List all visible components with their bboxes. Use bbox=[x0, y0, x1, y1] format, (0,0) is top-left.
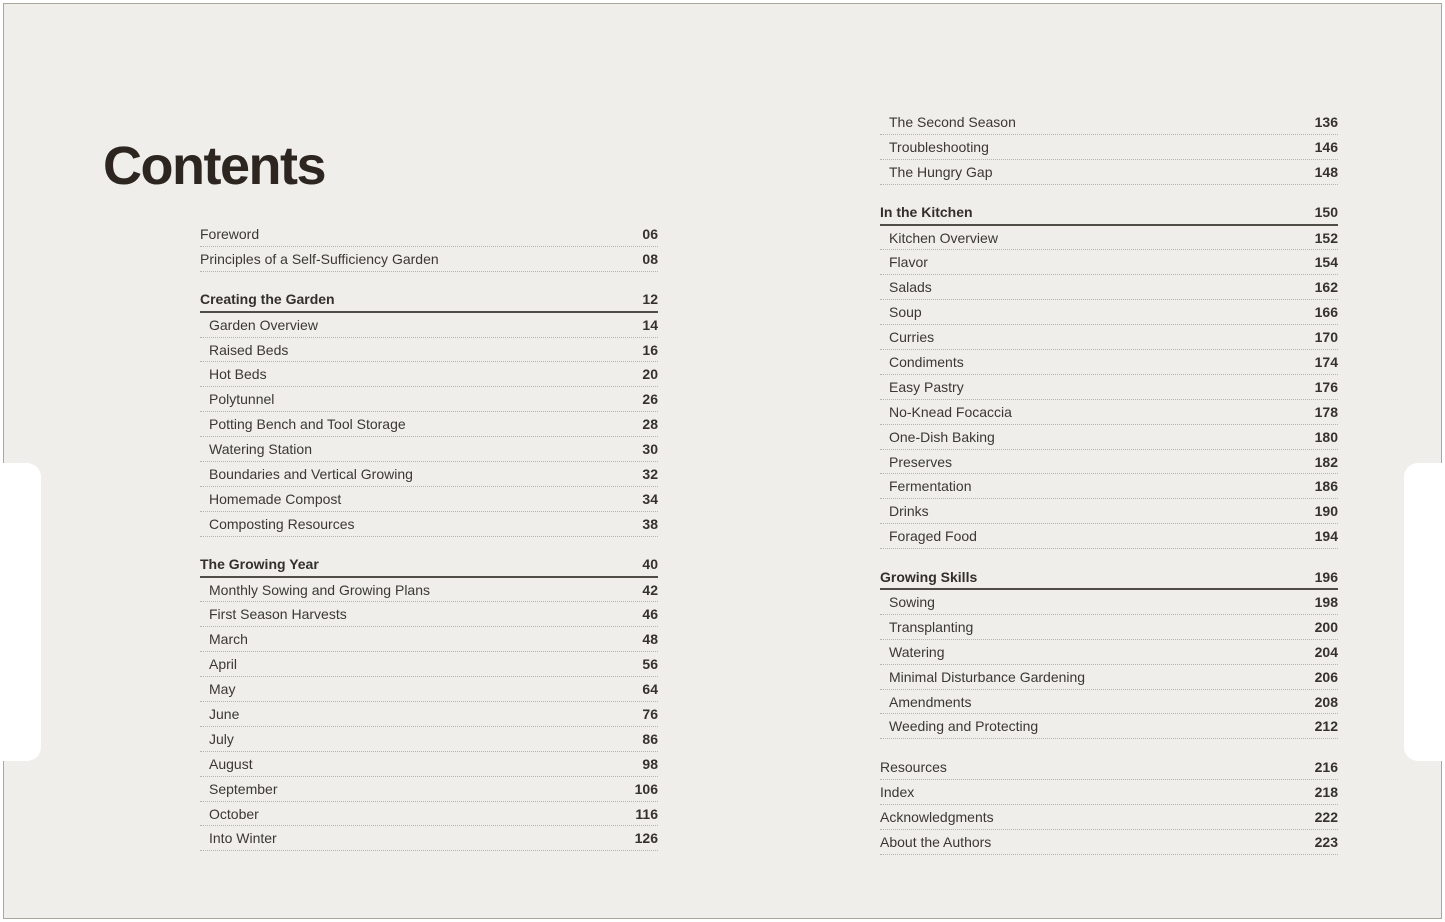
toc-entry-page-number: 198 bbox=[1314, 593, 1338, 610]
toc-entry-page-number: 162 bbox=[1314, 279, 1338, 296]
toc-entry[interactable] bbox=[200, 487, 658, 512]
toc-entry-label: April bbox=[209, 656, 238, 673]
toc-entry-label: Index bbox=[880, 784, 915, 801]
toc-entry-page-number: 06 bbox=[642, 225, 658, 242]
toc-entry-page-number: 216 bbox=[1314, 759, 1338, 776]
toc-entry[interactable] bbox=[880, 805, 1338, 830]
toc-entry[interactable] bbox=[880, 499, 1338, 524]
toc-entry-page-number: 208 bbox=[1314, 693, 1338, 710]
toc-entry-page-number: 174 bbox=[1314, 353, 1338, 370]
toc-entry-page-number: 223 bbox=[1314, 833, 1338, 850]
toc-entry[interactable] bbox=[880, 690, 1338, 715]
toc-entry-label: Boundaries and Vertical Growing bbox=[209, 465, 413, 482]
toc-entry-page-number: 204 bbox=[1314, 643, 1338, 660]
toc-entry-page-number: 148 bbox=[1314, 163, 1338, 180]
toc-entry[interactable] bbox=[880, 300, 1338, 325]
toc-entry-page-number: 64 bbox=[642, 681, 658, 698]
toc-entry-label: Transplanting bbox=[889, 618, 974, 635]
toc-entry[interactable] bbox=[200, 777, 658, 802]
toc-entry-page-number: 190 bbox=[1314, 503, 1338, 520]
toc-entry-page-number: 126 bbox=[634, 830, 658, 847]
toc-entry-label: Principles of a Self-Sufficiency Garden bbox=[200, 250, 439, 267]
toc-entry-label: About the Authors bbox=[880, 833, 992, 850]
toc-entry[interactable] bbox=[880, 450, 1338, 475]
toc-entry-label: Kitchen Overview bbox=[889, 229, 998, 246]
toc-entry[interactable] bbox=[880, 425, 1338, 450]
toc-entry-page-number: 150 bbox=[1314, 204, 1338, 221]
toc-entry[interactable] bbox=[200, 437, 658, 462]
toc-entry-label: Minimal Disturbance Gardening bbox=[889, 668, 1086, 685]
toc-entry-label: Monthly Sowing and Growing Plans bbox=[209, 581, 431, 598]
toc-entry[interactable] bbox=[200, 677, 658, 702]
left-page-turn-tab[interactable] bbox=[0, 463, 41, 761]
toc-entry[interactable] bbox=[200, 727, 658, 752]
toc-entry-page-number: 180 bbox=[1314, 428, 1338, 445]
toc-entry-label: Watering bbox=[889, 643, 945, 660]
toc-entry-label: Foreword bbox=[200, 225, 260, 242]
toc-entry-label: Salads bbox=[889, 279, 932, 296]
toc-entry[interactable] bbox=[200, 338, 658, 363]
toc-entry[interactable] bbox=[200, 702, 658, 727]
toc-column-left bbox=[200, 222, 658, 851]
toc-entry[interactable] bbox=[880, 400, 1338, 425]
toc-entry-label: Watering Station bbox=[209, 441, 312, 458]
toc-entry-page-number: 212 bbox=[1314, 718, 1338, 735]
toc-entry[interactable] bbox=[880, 275, 1338, 300]
toc-entry-label: Into Winter bbox=[209, 830, 277, 847]
toc-entry-label: Condiments bbox=[889, 353, 964, 370]
toc-entry[interactable] bbox=[880, 325, 1338, 350]
toc-entry-label: Flavor bbox=[889, 254, 928, 271]
toc-entry[interactable] bbox=[880, 350, 1338, 375]
toc-entry-page-number: 38 bbox=[642, 515, 658, 532]
toc-entry-page-number: 178 bbox=[1314, 403, 1338, 420]
toc-entry[interactable] bbox=[200, 512, 658, 537]
toc-entry-page-number: 08 bbox=[642, 250, 658, 267]
toc-entry-page-number: 200 bbox=[1314, 618, 1338, 635]
toc-entry-label: October bbox=[209, 805, 259, 822]
toc-entry-page-number: 194 bbox=[1314, 528, 1338, 545]
toc-entry-page-number: 196 bbox=[1314, 568, 1338, 585]
toc-entry-page-number: 56 bbox=[642, 656, 658, 673]
toc-entry-label: Raised Beds bbox=[209, 341, 289, 358]
toc-entry-label: Creating the Garden bbox=[200, 291, 335, 308]
toc-entry[interactable] bbox=[880, 640, 1338, 665]
toc-entry[interactable] bbox=[880, 375, 1338, 400]
toc-entry-label: Garden Overview bbox=[209, 316, 318, 333]
toc-entry-label: Weeding and Protecting bbox=[889, 718, 1039, 735]
toc-entry-page-number: 166 bbox=[1314, 304, 1338, 321]
toc-entry[interactable] bbox=[200, 826, 658, 851]
toc-entry-page-number: 86 bbox=[642, 730, 658, 747]
toc-entry[interactable] bbox=[200, 313, 658, 338]
toc-entry-label: The Second Season bbox=[889, 113, 1016, 130]
page-title: Contents bbox=[103, 136, 325, 197]
toc-entry-label: In the Kitchen bbox=[880, 204, 973, 221]
toc-entry[interactable] bbox=[200, 578, 658, 603]
toc-entry[interactable] bbox=[880, 110, 1338, 135]
toc-entry-page-number: 186 bbox=[1314, 478, 1338, 495]
toc-entry-label: Acknowledgments bbox=[880, 809, 994, 826]
toc-entry-page-number: 152 bbox=[1314, 229, 1338, 246]
toc-entry-label: Foraged Food bbox=[889, 528, 977, 545]
toc-entry-page-number: 182 bbox=[1314, 453, 1338, 470]
toc-entry[interactable] bbox=[880, 830, 1338, 855]
toc-entry-page-number: 16 bbox=[642, 341, 658, 358]
toc-entry-page-number: 28 bbox=[642, 416, 658, 433]
toc-entry[interactable] bbox=[200, 387, 658, 412]
toc-entry-page-number: 222 bbox=[1314, 809, 1338, 826]
toc-entry[interactable] bbox=[200, 802, 658, 827]
toc-entry[interactable] bbox=[200, 412, 658, 437]
toc-entry[interactable] bbox=[200, 362, 658, 387]
toc-entry[interactable] bbox=[200, 652, 658, 677]
toc-entry-page-number: 76 bbox=[642, 705, 658, 722]
toc-entry[interactable] bbox=[200, 553, 658, 578]
toc-entry-label: The Growing Year bbox=[200, 556, 319, 573]
toc-entry-label: Amendments bbox=[889, 693, 972, 710]
toc-entry[interactable] bbox=[200, 627, 658, 652]
toc-entry[interactable] bbox=[880, 250, 1338, 275]
toc-entry-label: First Season Harvests bbox=[209, 606, 347, 623]
toc-entry[interactable] bbox=[200, 602, 658, 627]
toc-entry[interactable] bbox=[880, 160, 1338, 185]
toc-entry-page-number: 32 bbox=[642, 465, 658, 482]
toc-entry-page-number: 218 bbox=[1314, 784, 1338, 801]
toc-entry-page-number: 14 bbox=[642, 316, 658, 333]
toc-entry-page-number: 146 bbox=[1314, 138, 1338, 155]
toc-entry-page-number: 154 bbox=[1314, 254, 1338, 271]
toc-entry-page-number: 26 bbox=[642, 391, 658, 408]
toc-entry-label: Fermentation bbox=[889, 478, 972, 495]
toc-entry[interactable] bbox=[880, 474, 1338, 499]
toc-entry[interactable] bbox=[880, 565, 1338, 590]
toc-entry-page-number: 46 bbox=[642, 606, 658, 623]
toc-entry-label: No-Knead Focaccia bbox=[889, 403, 1012, 420]
toc-entry-page-number: 170 bbox=[1314, 329, 1338, 346]
toc-entry-label: Curries bbox=[889, 329, 935, 346]
toc-entry-label: Homemade Compost bbox=[209, 490, 342, 507]
toc-entry[interactable] bbox=[200, 462, 658, 487]
book-page bbox=[3, 3, 1442, 919]
toc-entry[interactable] bbox=[200, 752, 658, 777]
toc-entry-label: Sowing bbox=[889, 593, 935, 610]
toc-entry-page-number: 98 bbox=[642, 755, 658, 772]
toc-entry-label: July bbox=[209, 730, 234, 747]
toc-entry-label: Potting Bench and Tool Storage bbox=[209, 416, 406, 433]
toc-entry[interactable] bbox=[200, 288, 658, 313]
toc-entry-page-number: 40 bbox=[642, 556, 658, 573]
toc-entry[interactable] bbox=[880, 524, 1338, 549]
toc-entry[interactable] bbox=[880, 135, 1338, 160]
toc-entry-label: June bbox=[209, 705, 240, 722]
toc-entry-label: September bbox=[209, 780, 278, 797]
toc-entry[interactable] bbox=[880, 226, 1338, 251]
toc-entry[interactable] bbox=[880, 714, 1338, 739]
toc-entry-label: Soup bbox=[889, 304, 922, 321]
toc-entry-label: The Hungry Gap bbox=[889, 163, 993, 180]
toc-entry-label: August bbox=[209, 755, 253, 772]
toc-entry-label: Resources bbox=[880, 759, 947, 776]
toc-entry-label: Composting Resources bbox=[209, 515, 355, 532]
toc-entry-page-number: 206 bbox=[1314, 668, 1338, 685]
toc-entry-page-number: 12 bbox=[642, 291, 658, 308]
toc-entry[interactable] bbox=[880, 590, 1338, 615]
toc-entry-label: Polytunnel bbox=[209, 391, 275, 408]
toc-entry-page-number: 30 bbox=[642, 441, 658, 458]
toc-entry-label: Hot Beds bbox=[209, 366, 267, 383]
toc-entry[interactable] bbox=[880, 665, 1338, 690]
toc-entry[interactable] bbox=[880, 780, 1338, 805]
right-page-turn-tab[interactable] bbox=[1404, 463, 1445, 761]
toc-entry-label: Growing Skills bbox=[880, 568, 978, 585]
toc-entry[interactable] bbox=[880, 615, 1338, 640]
toc-entry-page-number: 106 bbox=[634, 780, 658, 797]
toc-entry-page-number: 20 bbox=[642, 366, 658, 383]
toc-entry-label: Drinks bbox=[889, 503, 929, 520]
toc-column-right bbox=[880, 110, 1338, 855]
toc-entry-label: Troubleshooting bbox=[889, 138, 989, 155]
toc-entry-page-number: 48 bbox=[642, 631, 658, 648]
toc-entry-page-number: 34 bbox=[642, 490, 658, 507]
toc-entry-page-number: 136 bbox=[1314, 113, 1338, 130]
toc-entry-label: May bbox=[209, 681, 236, 698]
toc-entry-label: Preserves bbox=[889, 453, 953, 470]
toc-entry[interactable] bbox=[200, 222, 658, 247]
toc-entry-page-number: 116 bbox=[635, 805, 658, 822]
toc-entry-label: One-Dish Baking bbox=[889, 428, 995, 445]
toc-entry[interactable] bbox=[880, 755, 1338, 780]
toc-entry-page-number: 176 bbox=[1314, 378, 1338, 395]
toc-entry-label: March bbox=[209, 631, 248, 648]
toc-entry-page-number: 42 bbox=[642, 581, 658, 598]
toc-entry[interactable] bbox=[200, 247, 658, 272]
toc-entry[interactable] bbox=[880, 201, 1338, 226]
toc-entry-label: Easy Pastry bbox=[889, 378, 964, 395]
